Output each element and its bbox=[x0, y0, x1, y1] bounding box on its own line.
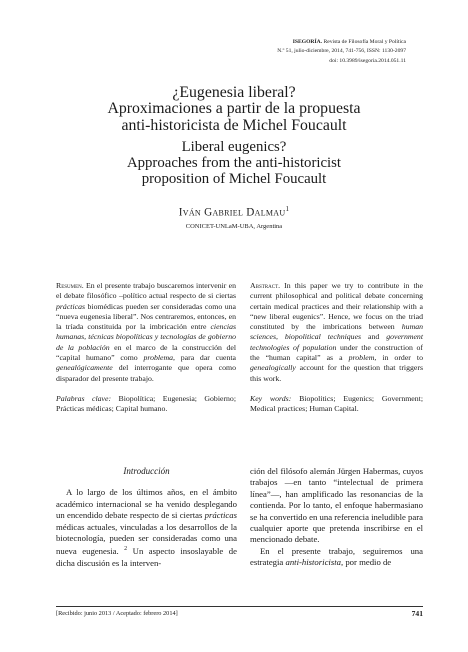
abstract-es-emphasis: ciencias humanas, técnicas biopolíticas y tecnologías de gobierno de la población bbox=[56, 322, 236, 352]
footnote-mark: 2 bbox=[124, 546, 128, 553]
body-paragraph: ción del filósofo alemán Jürgen Habermas, cuyos trabajos —en tanto “intelectual de primera línea”—, han amplificado las resonancias de la contienda. Por lo tanto, el enfoque habermasiano se ha convertido en una referencia ineludible para cualquier aporte que pretenda inscribirse en el mencionado debate. bbox=[250, 466, 423, 545]
abstract-es-label: Resumen. bbox=[56, 281, 84, 290]
abstract-es-run: En el presente trabajo buscaremos intervenir en el debate filosófico –político actual respecto de si ciertas bbox=[56, 281, 236, 301]
journal-name: ISEGORÍA. bbox=[292, 39, 323, 45]
body-text-run: médicas actuales, vinculadas a los desarrollos de la biotecnología, pueden ser consideradas como una nueva eugenesia. bbox=[56, 521, 237, 557]
abstract-en-emphasis: human sciences, biopolitical techniques bbox=[250, 322, 423, 342]
keywords-en-list: Biopolitics; Eugenics; Government; Medical practices; Human Capital. bbox=[250, 393, 423, 414]
keywords-es-label: Palabras clave: bbox=[56, 393, 112, 403]
abstract-en-text bbox=[250, 281, 423, 384]
doi: doi: 10.3989/isegoria.2014.051.11 bbox=[329, 57, 406, 64]
abstract-en-emphasis: genealogically bbox=[250, 363, 296, 373]
abstract-en-run: , in order to bbox=[374, 353, 423, 363]
journal-subtitle: Revista de Filosofía Moral y Política bbox=[323, 39, 406, 45]
body-left-column bbox=[56, 466, 237, 569]
author-surname: Dalmau bbox=[246, 206, 286, 219]
abstract-en-label: Abstract. bbox=[250, 281, 281, 290]
title-line-2: Aproximaciones a partir de la propuesta bbox=[107, 100, 361, 118]
keywords-es-list: Biopolítica; Eugenesia; Gobierno; Prácticas médicas; Capital humano. bbox=[56, 393, 237, 414]
article-title bbox=[0, 85, 468, 134]
abstract-es-run: , para dar cuenta bbox=[173, 353, 236, 363]
abstract-es-run: en el marco de la construcción del “capital humano” como bbox=[56, 342, 236, 363]
section-heading: Introducción bbox=[123, 466, 170, 476]
body-text-run: , por medio de bbox=[340, 557, 392, 568]
page-number: 741 bbox=[411, 609, 423, 618]
keywords-en-label: Key words: bbox=[250, 393, 292, 403]
abstract-es-emphasis: problema bbox=[143, 353, 174, 363]
title-line-1: ¿Eugenesia liberal? bbox=[172, 84, 296, 101]
body-text-run: En el presente trabajo, seguiremos una estrategia bbox=[250, 545, 423, 568]
english-title bbox=[0, 139, 468, 188]
issue-info: N.º 51, julio-diciembre, 2014, 741-756, ISSN: 1130-2097 bbox=[277, 48, 406, 55]
body-emphasis: anti-historicista bbox=[285, 557, 341, 568]
keywords-english bbox=[250, 394, 423, 415]
author-footnote-mark: 1 bbox=[285, 205, 290, 213]
abstract-en-run: account for the question that triggers this work. bbox=[250, 363, 423, 383]
abstract-es-emphasis: genealógicamente bbox=[56, 363, 113, 373]
footer-rule bbox=[56, 606, 423, 607]
body-paragraph bbox=[56, 487, 237, 569]
abstract-english bbox=[250, 281, 423, 415]
author-first-names: Iván Gabriel bbox=[178, 206, 247, 219]
body-right-column bbox=[250, 466, 423, 569]
abstract-en-run: and bbox=[361, 332, 387, 342]
abstract-en-emphasis: problem bbox=[348, 353, 375, 363]
body-emphasis: prácticas bbox=[204, 510, 237, 521]
abstract-es-run: biomédicas pueden ser consideradas como una “nueva eugenesia liberal”. Nos centraremos, entonces, en la tríada constituida por la imbricación entre bbox=[56, 301, 236, 332]
abstract-spanish bbox=[56, 281, 236, 415]
abstract-es-run: del interrogante que opera como disparador del presente trabajo. bbox=[56, 363, 236, 383]
body-text-run: A lo largo de los últimos años, en el ámbito académico internacional se ha venido desplegando un encendido debate respecto de si ciertas bbox=[56, 487, 237, 521]
received-accepted-dates: [Recibido: junio 2013 / Aceptado: febrero 2014] bbox=[56, 610, 178, 617]
title-line-3: anti-historicista de Michel Foucault bbox=[121, 116, 347, 134]
abstract-en-run: In this paper we try to contribute in the current philosophical and political debate concerning certain medical practices and their relationship with a “new liberal eugenics”. Hence, we focus on the triad constituted by the imbrications between bbox=[250, 281, 423, 332]
subtitle-line-2: Approaches from the anti-historicist bbox=[126, 155, 342, 172]
body-paragraph bbox=[250, 546, 423, 569]
abstract-es-emphasis: prácticas bbox=[56, 301, 86, 311]
author-affiliation: CONICET-UNLaM-UBA, Argentina bbox=[185, 223, 283, 230]
abstract-es-text bbox=[56, 281, 236, 384]
subtitle-line-1: Liberal eugenics? bbox=[181, 139, 287, 155]
body-text-run: Un aspecto insoslayable de dicha discusión es la interven- bbox=[56, 546, 237, 568]
abstract-en-emphasis: government technologies of population bbox=[250, 332, 423, 352]
journal-header bbox=[146, 38, 406, 66]
subtitle-line-3: proposition of Michel Foucault bbox=[141, 171, 327, 188]
author-name bbox=[0, 205, 468, 219]
keywords-spanish bbox=[56, 394, 236, 415]
abstract-en-run: under the construction of the “human capital” as a bbox=[250, 342, 423, 363]
